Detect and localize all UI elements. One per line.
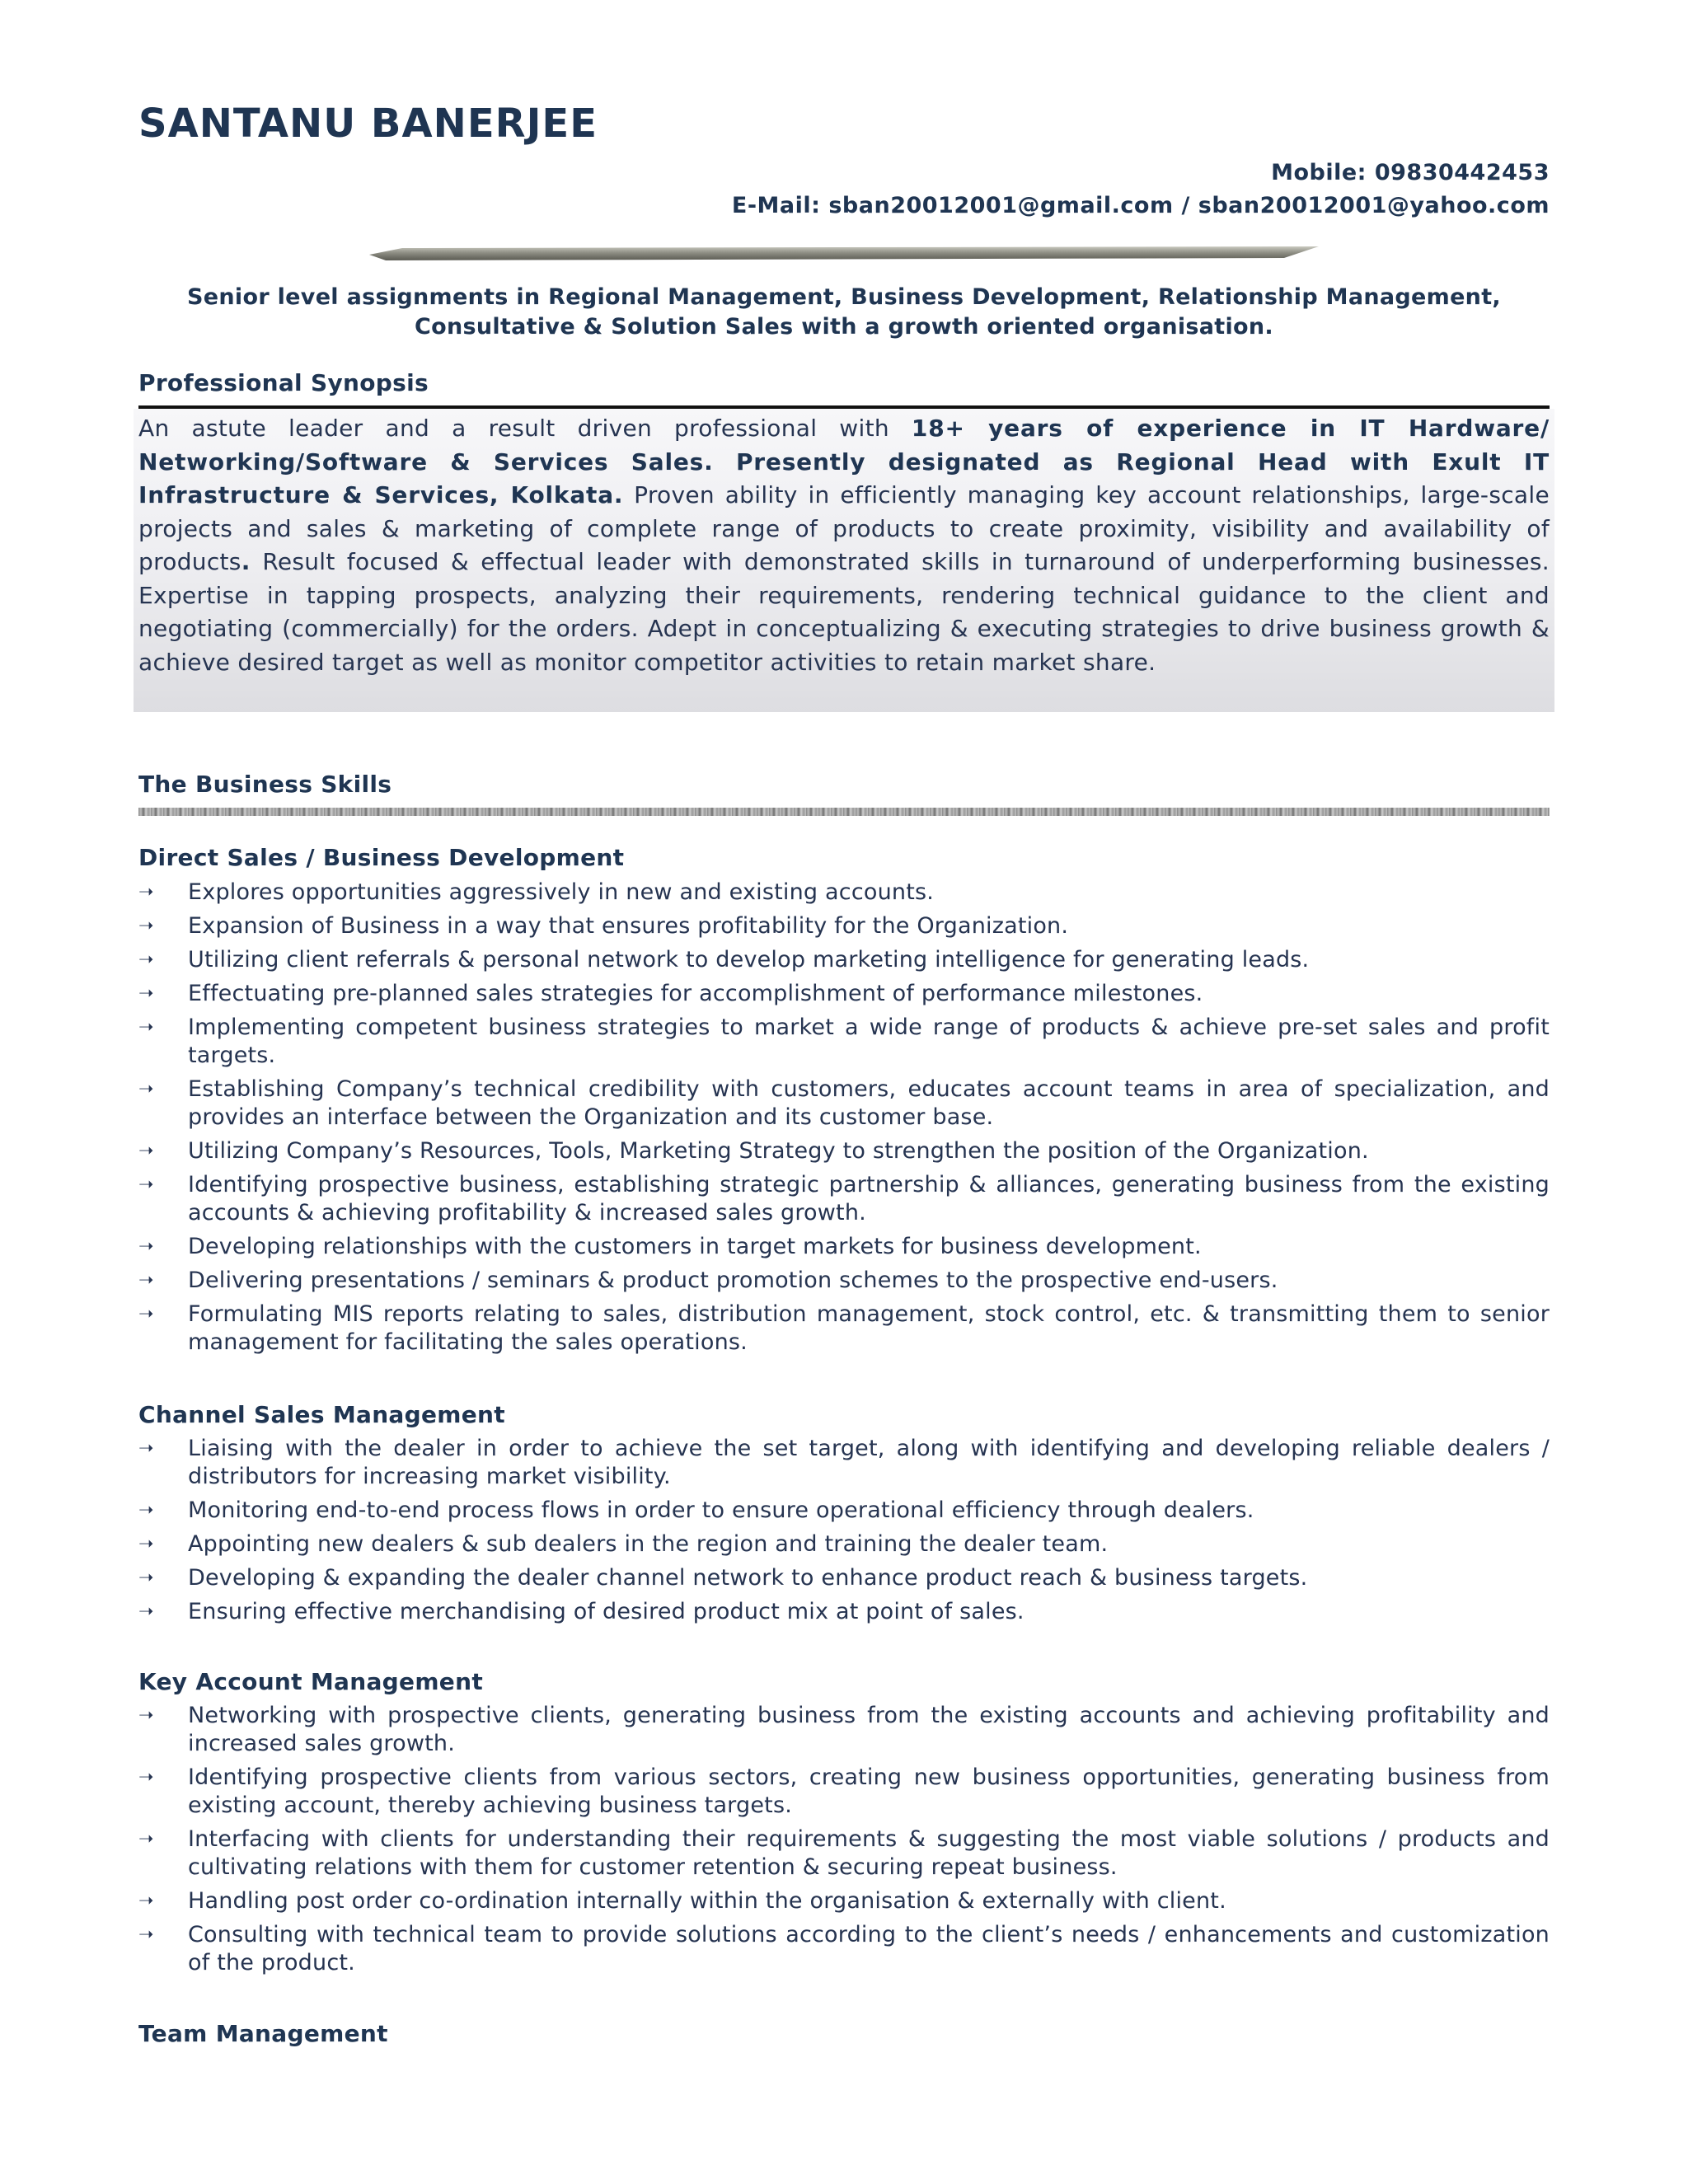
bullet-arrow-icon: ➝ [138,1601,154,1622]
bullet-item [138,1530,1550,1558]
bullet-item [138,1233,1550,1261]
bullet-arrow-icon: ➝ [138,1017,154,1038]
direct-sales-list [138,879,1550,1362]
bullet-arrow-icon: ➝ [138,882,154,902]
key-account-heading: Key Account Management [138,1668,484,1695]
career-objective [138,283,1550,342]
bullet-item [138,1435,1550,1491]
bullet-text: Delivering presentations / seminars & product promotion schemes to the prospective end-users. [188,1268,1278,1293]
bullet-text: Implementing competent business strategies to market a wide range of products & achieve pre-set sales and profit targets. [188,1015,1550,1068]
synopsis-intro: An astute leader and a result driven professional with [138,415,912,442]
bullet-arrow-icon: ➝ [138,1705,154,1726]
bullet-item [138,1301,1550,1357]
bullet-item [138,1921,1550,1977]
team-management-heading: Team Management [138,2020,388,2047]
bullet-text: Liaising with the dealer in order to achieve the set target, along with identifying and developing reliable dealers / distributors for increasing market visibility. [188,1436,1550,1489]
key-account-list [138,1702,1550,1983]
bullet-arrow-icon: ➝ [138,983,154,1004]
bullet-item [138,879,1550,907]
bullet-text: Interfacing with clients for understanding their requirements & suggesting the most viable solutions / products and cultivating relations with them for customer retention & securing repeat business. [188,1826,1550,1880]
bullet-text: Effectuating pre-planned sales strategies for accomplishment of performance milestones. [188,981,1203,1006]
bullet-item [138,1076,1550,1132]
bullet-arrow-icon: ➝ [138,1767,154,1788]
objective-line-2: Consultative & Solution Sales with a growth oriented organisation. [415,314,1273,340]
bullet-arrow-icon: ➝ [138,1079,154,1099]
bullet-text: Appointing new dealers & sub dealers in the region and training the dealer team. [188,1531,1109,1557]
bullet-text: Developing & expanding the dealer channel network to enhance product reach & business targets. [188,1565,1308,1591]
synopsis-body-1: Proven ability in efficiently managing key account relationships, large-scale projects and sales & marketing of complete range of products to create proximity, visibility and availability of products [138,481,1550,575]
email-address: E-Mail: sban20012001@gmail.com / sban20012001@yahoo.com [731,193,1550,218]
synopsis-heading: Professional Synopsis [138,369,429,396]
contact-block [732,157,1550,223]
bullet-arrow-icon: ➝ [138,1270,154,1291]
bullet-item [138,980,1550,1008]
bullet-item [138,1564,1550,1592]
mobile-number: Mobile: 09830442453 [1271,160,1550,185]
bullet-arrow-icon: ➝ [138,1438,154,1459]
bullet-arrow-icon: ➝ [138,1500,154,1521]
bullet-arrow-icon: ➝ [138,1141,154,1161]
bullet-item [138,1702,1550,1758]
bullet-arrow-icon: ➝ [138,1829,154,1849]
bullet-arrow-icon: ➝ [138,1568,154,1588]
bullet-item [138,912,1550,940]
bullet-item [138,1267,1550,1295]
bullet-item [138,1825,1550,1882]
bullet-text: Formulating MIS reports relating to sales, distribution management, stock control, etc. & transmitting them to senior management for facilitating the sales operations. [188,1301,1550,1355]
objective-line-1: Senior level assignments in Regional Management, Business Development, Relationship Management, [187,284,1501,310]
bullet-item [138,1764,1550,1820]
bullet-text: Ensuring effective merchandising of desired product mix at point of sales. [188,1599,1025,1624]
bullet-text: Handling post order co-ordination internally within the organisation & externally with client. [188,1888,1226,1914]
bullet-item [138,1497,1550,1525]
bullet-item [138,1137,1550,1165]
bullet-text: Monitoring end-to-end process flows in order to ensure operational efficiency through dealers. [188,1497,1254,1523]
bullet-text: Identifying prospective clients from various sectors, creating new business opportunities, generating business from existing account, thereby achieving business targets. [188,1765,1550,1818]
bullet-arrow-icon: ➝ [138,1534,154,1554]
channel-sales-list [138,1435,1550,1632]
bullet-item [138,946,1550,974]
bullet-item [138,1171,1550,1227]
bullet-arrow-icon: ➝ [138,1924,154,1945]
bullet-text: Identifying prospective business, establishing strategic partnership & alliances, generating business from the existing accounts & achieving profitability & increased sales growth. [188,1172,1550,1226]
bullet-text: Utilizing client referrals & personal network to develop marketing intelligence for generating leads. [188,947,1310,972]
candidate-name: SANTANU BANERJEE [138,101,598,147]
synopsis-period: . [241,548,251,575]
bullet-text: Expansion of Business in a way that ensures profitability for the Organization. [188,913,1069,939]
skills-divider [138,808,1550,816]
bullet-item [138,1598,1550,1626]
bullet-arrow-icon: ➝ [138,1236,154,1257]
business-skills-heading: The Business Skills [138,771,392,798]
bullet-arrow-icon: ➝ [138,1891,154,1911]
channel-sales-heading: Channel Sales Management [138,1401,505,1428]
synopsis-body-2: Result focused & effectual leader with demonstrated skills in turnaround of underperforming businesses. Expertise in tapping prospects, analyzing their requirements, rendering technical guidance to the client and negotiating (commercially) for the orders. Adept in conceptualizing & executing strategies to drive business growth & achieve desired target as well as monitor competitor activities to retain market share. [138,548,1550,676]
synopsis-highlight: 18+ years of experience in IT Hardware/ Networking/Software & Services Sales. Presently designated as Regional Head with Exult IT Infrastructure & Services, Kolkata. [138,415,1550,509]
synopsis-paragraph [138,412,1550,679]
bullet-text: Utilizing Company’s Resources, Tools, Marketing Strategy to strengthen the position of the Organization. [188,1138,1369,1164]
bullet-text: Explores opportunities aggressively in new and existing accounts. [188,879,935,905]
bullet-arrow-icon: ➝ [138,949,154,970]
bullet-item [138,1887,1550,1915]
direct-sales-heading: Direct Sales / Business Development [138,844,625,871]
bullet-arrow-icon: ➝ [138,1174,154,1195]
bullet-text: Establishing Company’s technical credibility with customers, educates account teams in area of specialization, and provides an interface between the Organization and its customer base. [188,1076,1550,1130]
bullet-text: Networking with prospective clients, generating business from the existing accounts and achieving profitability and increased sales growth. [188,1703,1550,1756]
header-divider [369,244,1319,262]
bullet-arrow-icon: ➝ [138,1304,154,1324]
bullet-text: Developing relationships with the customers in target markets for business development. [188,1234,1202,1259]
bullet-text: Consulting with technical team to provide solutions according to the client’s needs / enhancements and customization of the product. [188,1922,1550,1975]
bullet-item [138,1014,1550,1070]
bullet-arrow-icon: ➝ [138,916,154,936]
